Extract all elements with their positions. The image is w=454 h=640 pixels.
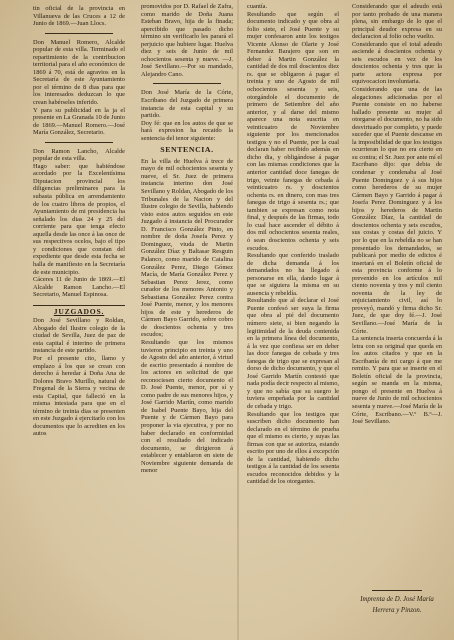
paragraph: Don José Sevillano y Roldan, Abogado del Ilustre colegio de la ciudad de Sevilla, Juez de paz de esta capital é interino de primera instancia de este partido. [33, 317, 125, 355]
printer-imprint [352, 590, 442, 616]
paragraph: Resultando que conferido traslado de dicha demanda á los demandados no ha llegado á personarse en ella, dando lugar á que se siguiera la misma en su ausencia y rebeldía. [247, 252, 339, 297]
imprint-line-1: Imprenta de D. José María [360, 596, 434, 603]
paragraph: Y para su publicidad en la ja el presente en La Granada 10 de Junio de 1869.—Manuel Romero.—José María González, Secretario. [33, 106, 125, 137]
column-2 [141, 0, 233, 475]
divider [153, 83, 221, 84]
column-1 [33, 0, 125, 438]
paragraph: Resultando que los testigos que suscriben dicho documento han declarado en el término de prueba que el mismo es cierto, y suyas las firmas con que se autoriza, estando escrito por uno de ellos á excepción de la cantidad, habiendo dicho testigos á la cantidad de los sesenta escudos reconocidos debidos y la cantidad de los otorgantes. [247, 410, 339, 486]
column-3 [247, 0, 339, 486]
paragraph: En la villa de Huelva á trece de mayo de mil ochocientos sesenta y nueve, el Sr. Juez de primera instancia interino don José Sevillano y Roldan, Abogado de los Tribunales de la Nacion y del Ilustre colegio de Sevilla, habiendo visto estos autos seguidos en este Juzgado á instancia del Procurador D. Francisco González Pinto, en nombre de doña Josefa Perez y Dominguez, viuda de Martin González Díaz y Baltasar Resguin Palanco, como marido de Catalina González Perez, Diego Gómez Macía, de María González Perez y Sebastian Perez Jerez, como curador de los menores Antonio y Sebastiana González Perez contra José Puente, menor, y los menores hijos de este y herederos de Cármen Bayo Garrido, sobre cobro de doscientos ochenta y tres escudos; [141, 157, 233, 339]
column-4 [352, 0, 442, 426]
divider [45, 142, 113, 143]
divider [33, 305, 125, 306]
section-heading: JUZGADOS. [53, 306, 105, 316]
paragraph: Considerando que una de las alegaciones adicionadas por el Puente consiste en no haberse hallado presente su mujer al otorgarse el documento, no ha sido desvirtuado por completo, y puede suceder que el Puente descanse en la imposibilidad de que los testigos ocurrieran lo que no era cierto en su contra; el Sr. Juez por ante mí el Escribano dijo: que debia de condenar y condenaba al José Puente Dominguez y á sus hijos como herederos de su mujer Cármen Bayo y Garrido á pagar á Josefa Perez Dominguez y á los hijos y herederos de Martin González Díaz, la cantidad de doscientos ochenta y seis escudos, sus costas y costas del juicio. Y por lo que en la rebeldía no se han presentado los demandados, se publicará por medio de edictos é insertará en el Boletín oficial de esta provincia conforme á lo prevenido en los artículos mil ciento noventa y tres y mil ciento noventa de la ley de enjuiciamiento civil, así lo proveyó, mandó y firma dicho Sr. Juez, de que doy fé.—J. José Sevillano.—José María de la Córte. [352, 86, 442, 335]
paragraph: cuantía. [247, 3, 268, 10]
paragraph: tin oficial de la provincia en Villanueva de las Cruces a 12 de Junio de 1869.—Juan Llocs. [33, 5, 125, 28]
paragraph: Cáceres 11 de Junio de 1869.—El Alcalde Ramon Lancho.—El Secretario, Manuel Espinosa. [33, 276, 125, 299]
paragraph: Doy fé: que en los autos de que se hará expresion ha recaido la sentencia del tenor siguiente: [141, 119, 233, 142]
paragraph: Considerando que el total adeudo asciende á doscientos ochenta y seis escudos en vez de los doscientos ochenta y tres que la parte actora expresa por equivocacion involuntaria. [352, 40, 442, 86]
sentence-heading: SENTENCIA. [160, 145, 214, 155]
divider [372, 590, 422, 591]
imprint-line-2: Herrera y Pinzon. [372, 607, 422, 614]
paragraph: Resultando que según el documento indicado y que obra al folio siete, el José Puente y su mujer confesaron ante los testigos Vicente Alonso de Olarte y José Fernandez Barajero que son en deber á Martin González la cantidad de dos mil doscientos diez rs. que se obligaron á pagar el treinta y uno de Agosto de mil ochocientos sesenta y seis, otorgándole el documento de primero de Setiembre del año anterior, y al darse del mismo aparece una nota suscrita en veinticuatro de Noviembre siguiente por los mencionados testigos y no el Puente, por la cual declaran haber recibido además en dicho dia, y obligándose á pagar con las mismas condiciones que la anterior cantidad doce fanegas de trigo, veinte fanegas de cebada á veinticuatro rs. y doscientos ochenta rs. en dinero, con mas tres fanegas de trigo á sesenta rs.; que tambien se expresan como nota final, y después de las firmas, todo lo cual hace ascender el débito á dos mil ochocientos sesenta reales, ó sean doscientos ochenta y seis escudos. [247, 10, 339, 252]
paragraph: Hago saber: que habiéndose acordado por la Excelentísima Diputacion provincial los diligencias preliminares para la subasta pública en arrendamiento de los cuatro libros de propios, el Ayuntamiento de mi presidencia ha señalado los dias 24 y 25 del corriente para que tenga efecto aquella desde las once á las once de sus respectivos ocelos, bajo el tipo y condiciones que constan del expediente que desde esta fecha se halla de manifiesto en la Secretaría de este municipio. [33, 162, 125, 276]
paragraph: promovidos por D. Rafael de Zafra, como marido de Doña Juana Esteban Bravo, hija de la finada; apercibido que pasado dicho término sin verificarlo les parará el perjuicio que hubiere lugar. Huelva diez y seis de Junio de mil ochocientos sesenta y nueve. —J. José Sevillano.—Por su mandado, Alejandro Cano. [141, 3, 233, 78]
paragraph: Don Manuel Romero, Alcalde popular de esta villa. Terminado el repartimiento de la contribucion territorial para el año económico de 1869 á 70, está de agravios en la Secretaría de este Ayuntamiento por el término de 8 dias para que los interesados deduzcan lo que crean habérseles inferido. [33, 38, 125, 107]
paragraph: Por el presente cito, llamo y emplazo á los que se crean con derecho á heredar á Doña Ana de Dolores Bravo Murillo, natural de Fregenal de la Sierra y vecina de esta Capital, que falleció en la misma intestada para que en el término de treinta dias se presenten en este Juzgado á ejercitarlo con los documentos que lo acrediten en los autos [33, 354, 125, 438]
paragraph: Don José María de la Córte, Escribano del Juzgado de primera instancia de esta capital y su partido. [141, 89, 233, 120]
paragraph: Resultando que los mismos tuvieron principio en treinta y uno de Agosto del año anterior, á virtud de escrito presentado á nombre de los actores en solicitud de que reconociesen cierto documento el D. José Puente, menor, por sí y como padre de sus menores hijos, y José Garrido Martín, como marido de Isabel Puente Bayo, hija del Puente y de Cármen Bayo para proponer la via ejecutiva, y por no haber declarado en conformidad con el resultado del indicado documento, se dirigieron á establecer y entablaron en siete de Noviembre siguiente demanda de menor [141, 338, 233, 475]
paragraph: Resultando que al declarar el José Puente confesó ser suya la firma que obra al pié del documento número siete, si bien negando la legitimidad de la deuda contenida en la primera línea del documento, á la vez que confiesa ser en deber las doce fanegas de cebada y tres fanegas de trigo que se expresan al dorso de dicho documento, y que el José Garrido Martín contestó que nada podía decir respecto al mismo, y que no sabía que su suegro le tuviera empeñada por la cantidad de cebada y trigo. [247, 297, 339, 410]
paragraph: La sentencia inserta concuerda á la letra con su original que queda en los autos citados y que en la Escribanía de mi cargo á que me remito. Y para que se inserte en el Boletín oficial de la provincia, según se manda en la misma, pongo el presente en Huelva á nueve de Junio de mil ochocientos sesenta y nueve.—José María de la Córte, Escribano.—V.º B.º—J. José Sevillano. [352, 335, 442, 426]
paragraph: Considerando que el adeudo está por tanto probado de una manera plena, sin embargo de lo que el principal deudor expresa en su declaracion al folio ocho vuelto. [352, 3, 442, 41]
divider [45, 33, 113, 34]
page-fold [237, 0, 239, 640]
paragraph: Don Ramon Lancho, Alcalde popular de esta villa. [33, 147, 125, 163]
